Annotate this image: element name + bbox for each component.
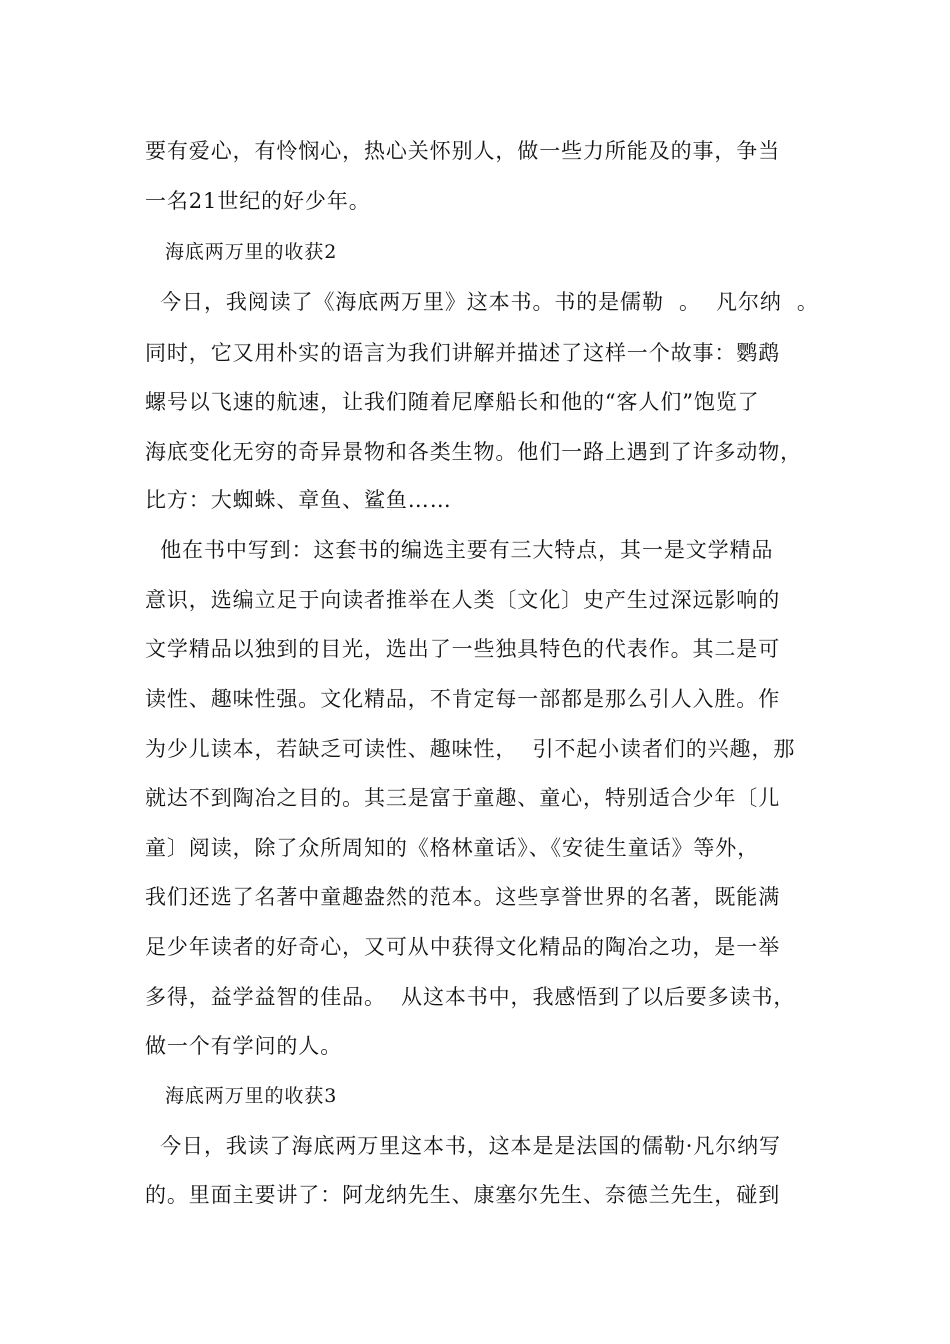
body-line: 文学精品以独到的目光，选出了一些独具特色的代表作。其二是可 xyxy=(145,637,781,661)
body-line: 做一个有学问的人。 xyxy=(145,1034,343,1058)
body-line: 就达不到陶冶之目的。其三是富于童趣、童心，特别适合少年〔儿 xyxy=(145,786,781,810)
body-line: 海底变化无穷的奇异景物和各类生物。他们一路上遇到了许多动物， xyxy=(145,440,802,464)
body-line: 的。里面主要讲了：阿龙纳先生、康塞尔先生、奈德兰先生，碰到 xyxy=(145,1183,781,1207)
body-line: 多得，益学益智的佳品。 从这本书中，我感悟到了以后要多读书， xyxy=(145,985,796,1009)
body-line: 读性、趣味性强。文化精品，不肯定每一部都是那么引人入胜。作 xyxy=(145,687,781,711)
body-line: 意识，选编立足于向读者推举在人类〔文化〕史产生过深远影响的 xyxy=(145,588,781,612)
section-heading: 海底两万里的收获2 xyxy=(165,241,338,263)
body-line: 今日，我阅读了《海底两万里》这本书。书的是儒勒 。 凡尔纳 。 xyxy=(145,290,819,314)
section-heading: 海底两万里的收获3 xyxy=(165,1085,338,1107)
body-line: 今日，我读了海底两万里这本书，这本是是法国的儒勒·凡尔纳写 xyxy=(145,1134,781,1158)
body-line: 足少年读者的好奇心，又可从中获得文化精品的陶冶之功，是一举 xyxy=(145,935,781,959)
body-line: 要有爱心，有怜悯心，热心关怀别人，做一些力所能及的事，争当 xyxy=(145,139,781,163)
body-line: 螺号以飞速的航速，让我们随着尼摩船长和他的“客人们”饱览了 xyxy=(145,390,760,414)
body-line: 他在书中写到：这套书的编选主要有三大特点，其一是文学精品 xyxy=(145,538,774,562)
body-line: 童〕阅读，除了众所周知的《格林童话》、《安徒生童话》等外， xyxy=(145,836,760,860)
body-line: 一名21世纪的好少年。 xyxy=(145,189,371,213)
body-line: 比方：大蜘蛛、章鱼、鲨鱼…… xyxy=(145,488,452,512)
body-line: 同时，它又用朴实的语言为我们讲解并描述了这样一个故事：鹦鹉 xyxy=(145,341,781,365)
body-line: 为少儿读本，若缺乏可读性、趣味性， 引不起小读者们的兴趣，那 xyxy=(145,737,796,761)
body-line: 我们还选了名著中童趣盎然的范本。这些享誉世界的名著，既能满 xyxy=(145,885,781,909)
